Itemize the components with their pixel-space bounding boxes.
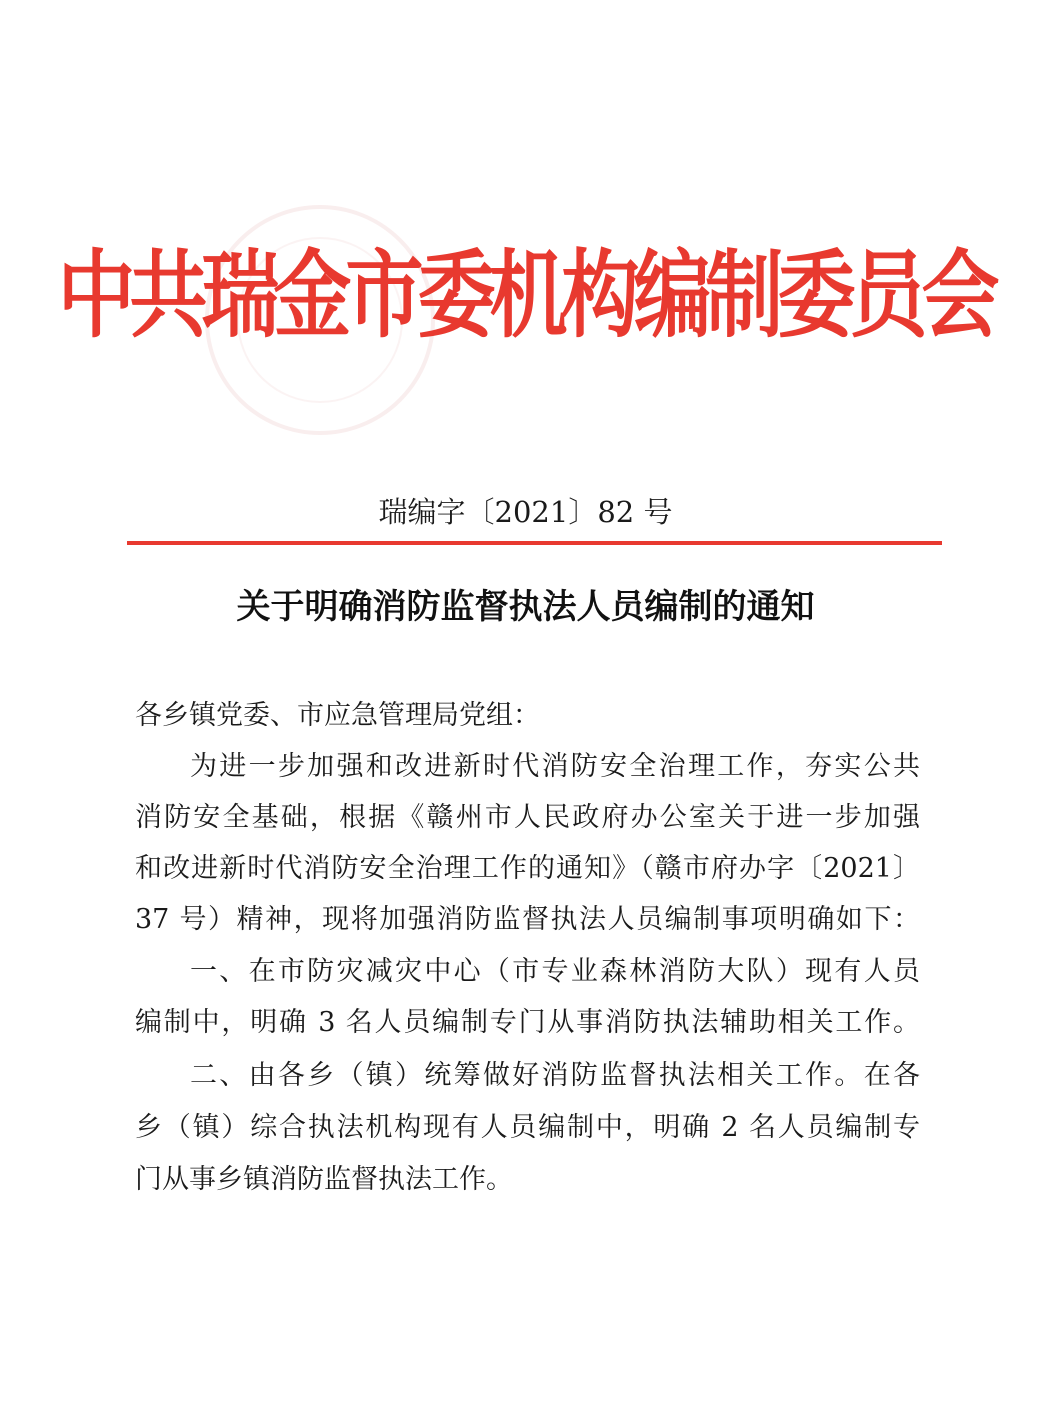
paragraph-line: 编制中，明确 3 名人员编制专门从事消防执法辅助相关工作。 [135, 1007, 920, 1038]
notice-title: 关于明确消防监督执法人员编制的通知 [236, 587, 815, 627]
issuing-organization-title: 中共瑞金市委机构编制委员会 [57, 241, 994, 352]
paragraph-line: 乡（镇）综合执法机构现有人员编制中，明确 2 名人员编制专 [135, 1112, 920, 1143]
paragraph-line: 37 号）精神，现将加强消防监督执法人员编制事项明确如下： [135, 904, 920, 935]
paragraph-line: 为进一步加强和改进新时代消防安全治理工作，夯实公共 [190, 751, 920, 782]
document-number: 瑞编字〔2021〕82 号 [378, 495, 673, 529]
paragraph-line: 和改进新时代消防安全治理工作的通知》（赣市府办字〔2021〕 [135, 853, 920, 884]
red-divider-line [127, 541, 942, 545]
paragraph-line: 门从事乡镇消防监督执法工作。 [135, 1164, 513, 1195]
paragraph-line: 消防安全基础，根据《赣州市人民政府办公室关于进一步加强 [135, 802, 920, 833]
paragraph-line: 二、由各乡（镇）统筹做好消防监督执法相关工作。在各 [190, 1060, 920, 1091]
paragraph-line: 一、在市防灾减灾中心（市专业森林消防大队）现有人员 [190, 956, 920, 987]
salutation: 各乡镇党委、市应急管理局党组： [135, 700, 540, 731]
